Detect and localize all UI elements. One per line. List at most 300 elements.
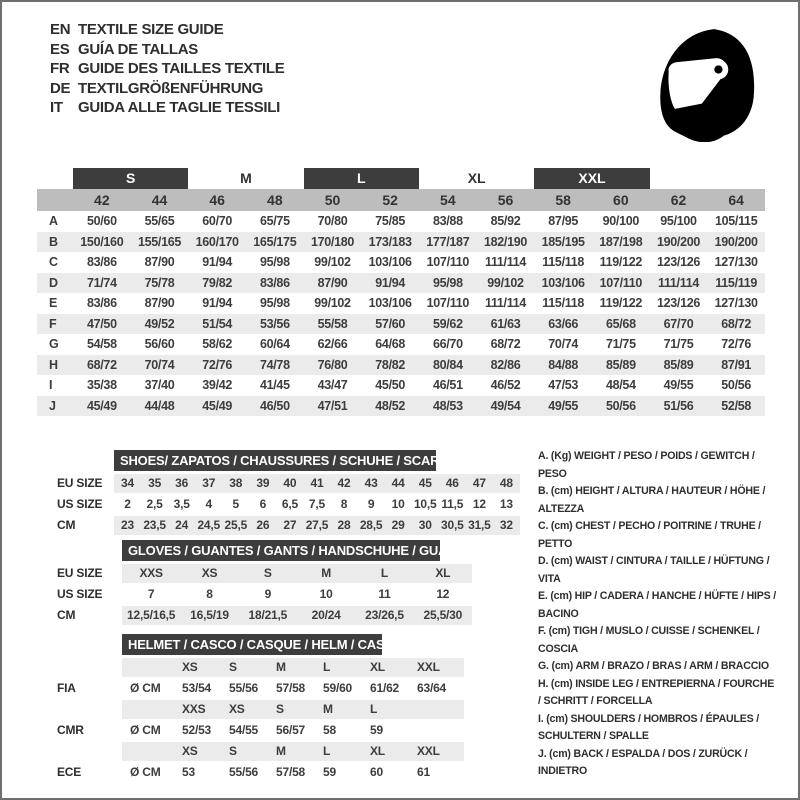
measurement-cell: 91/94 (375, 275, 406, 290)
language-row (50, 20, 284, 40)
language-code: FR (50, 60, 70, 78)
value-cell: S (229, 660, 237, 674)
measurement-cell: 55/58 (317, 316, 348, 331)
size-band-S: S (73, 168, 188, 189)
gloves-table-row (57, 584, 472, 604)
row-values (122, 564, 472, 583)
measurement-cell: 65/68 (605, 316, 636, 331)
measurement-cell: 103/106 (541, 275, 585, 290)
measurement-cell: 177/187 (426, 234, 470, 249)
size-table-row (37, 396, 765, 417)
measurement-cell: 95/98 (259, 255, 290, 270)
row-values (114, 495, 520, 514)
value-cell: 3,5 (173, 497, 190, 511)
measurement-cell: 51/56 (663, 398, 694, 413)
measurement-cell: 99/102 (314, 255, 351, 270)
guide-title: GUIDE DES TAILLES TEXTILE (78, 60, 285, 78)
language-code: IT (50, 99, 63, 117)
measurement-cell: 45/50 (375, 378, 406, 393)
row-values (122, 742, 464, 761)
value-cell: 11,5 (441, 497, 464, 511)
measurement-cell: 67/70 (663, 316, 694, 331)
helmet-table-title: HELMET / CASCO / CASQUE / HELM / CASCO (122, 634, 382, 655)
value-cell: 47 (472, 476, 486, 490)
size-column-header: 52 (382, 192, 398, 208)
value-cell: XL (435, 566, 451, 580)
measurement-cell: 75/78 (144, 275, 175, 290)
measurement-cell: 49/55 (548, 398, 579, 413)
standard-label: ECE (57, 765, 82, 779)
value-cell: XXS (182, 702, 206, 716)
language-code: DE (50, 79, 71, 97)
value-cell: M (276, 660, 286, 674)
row-header-label: CM (57, 608, 76, 622)
helmet-table-row (57, 741, 464, 761)
value-cell: 24 (175, 518, 189, 532)
measurement-cell: 59/62 (432, 316, 463, 331)
measurement-cell: 187/198 (599, 234, 643, 249)
value-cell: 23,5 (143, 518, 166, 532)
value-cell: XXS (139, 566, 163, 580)
value-cell: 28 (337, 518, 351, 532)
measurement-cell: 71/74 (86, 275, 117, 290)
size-table-row (37, 293, 765, 314)
value-cell: 53 (182, 765, 195, 779)
row-label: F (49, 316, 57, 331)
measurement-cell: 49/55 (663, 378, 694, 393)
measurement-cell: 50/56 (721, 378, 752, 393)
measurement-cell: 190/200 (714, 234, 758, 249)
measurement-cell: 48/52 (375, 398, 406, 413)
value-cell: 32 (499, 518, 513, 532)
guide-title: TEXTILE SIZE GUIDE (78, 21, 224, 39)
value-cell: 10 (319, 587, 333, 601)
gloves-table-row (57, 605, 472, 625)
size-table-row (37, 232, 765, 253)
row-header-label: US SIZE (57, 497, 103, 511)
value-cell: 20/24 (311, 608, 341, 622)
measurement-cell: 60/70 (202, 214, 233, 229)
measurement-cell: 150/160 (80, 234, 124, 249)
measurement-cell: 72/76 (202, 357, 233, 372)
gloves-header-row (57, 539, 472, 561)
value-cell: 60 (370, 765, 383, 779)
measurement-cell: 58/62 (202, 337, 233, 352)
measurement-cell: 87/90 (144, 296, 175, 311)
measurement-cell: 95/98 (259, 296, 290, 311)
measurement-cell: 165/175 (253, 234, 297, 249)
value-cell: 4 (205, 497, 212, 511)
measurement-cell: 48/54 (605, 378, 636, 393)
measurement-cell: 185/195 (541, 234, 585, 249)
value-cell: XS (229, 702, 245, 716)
measurement-cell: 75/85 (375, 214, 406, 229)
value-cell: 61 (417, 765, 430, 779)
measurement-cell: 53/56 (259, 316, 290, 331)
measurement-cell: 63/66 (548, 316, 579, 331)
value-cell: 59 (370, 723, 383, 737)
row-label: E (49, 296, 58, 311)
size-band-row (37, 168, 765, 189)
value-cell: 9 (367, 497, 375, 511)
value-cell: 28,5 (359, 518, 383, 532)
measurement-cell: 50/60 (86, 214, 117, 229)
measurement-cell: 119/122 (599, 255, 643, 270)
row-label: D (49, 275, 58, 290)
value-cell: 8 (340, 497, 348, 511)
legend-entry: B. (cm) HEIGHT / ALTURA / HAUTEUR / HÖHE / ALTEZZA (538, 485, 766, 515)
helmet-icon (654, 26, 758, 147)
measurement-cell: 107/110 (426, 255, 470, 270)
measurement-cell: 123/126 (656, 255, 701, 270)
measurement-cell: 64/68 (375, 337, 406, 352)
measurement-cell: 76/80 (317, 357, 348, 372)
measurement-cell: 55/65 (144, 214, 175, 229)
measurement-cell: 79/82 (202, 275, 233, 290)
measurement-cell: 66/70 (432, 337, 463, 352)
language-row (50, 40, 284, 60)
standard-label: FIA (57, 681, 76, 695)
measurement-cell: 84/88 (548, 357, 579, 372)
size-column-header: 56 (497, 192, 514, 208)
shoes-header-row (57, 449, 520, 471)
value-cell: 12,5/16,5 (127, 608, 176, 622)
helmet-table-row (57, 699, 464, 719)
row-header-label: US SIZE (57, 587, 103, 601)
value-cell: 63/64 (417, 681, 447, 695)
value-cell: 37 (202, 476, 216, 490)
size-column-header: 58 (555, 192, 571, 208)
value-cell: 2 (124, 497, 131, 511)
diameter-unit-cell: Ø CM (130, 765, 161, 779)
size-column-header: 48 (267, 192, 283, 208)
size-column-header: 64 (728, 192, 744, 208)
value-cell: 57/58 (276, 681, 306, 695)
helmet-table-row (57, 762, 464, 782)
value-cell: 27 (283, 518, 297, 532)
legend-entry: D. (cm) WAIST / CINTURA / TAILLE / HÜFTUNG / VITA (538, 555, 770, 585)
value-cell: 25,5/30 (423, 608, 463, 622)
value-cell: 40 (283, 476, 297, 490)
helmet-table-body (57, 657, 464, 782)
size-band-spacer (37, 168, 73, 189)
language-code: EN (50, 21, 71, 39)
value-cell: L (323, 660, 331, 674)
standard-label: CMR (57, 723, 84, 737)
value-cell: 8 (206, 587, 213, 601)
value-cell: 6 (259, 497, 267, 511)
size-number-row (37, 189, 765, 211)
gloves-table-title: GLOVES / GUANTES / GANTS / HANDSCHUHE / GUANTI (122, 540, 440, 561)
value-cell: 36 (175, 476, 189, 490)
row-values (114, 516, 520, 535)
language-row (50, 59, 284, 79)
diameter-unit-cell: Ø CM (130, 723, 161, 737)
row-label: H (49, 357, 58, 372)
legend-entry: C. (cm) CHEST / PECHO / POITRINE / TRUHE / PETTO (538, 520, 761, 550)
size-column-header: 62 (670, 192, 687, 208)
measurement-cell: 50/56 (605, 398, 636, 413)
measurement-cell: 85/92 (490, 214, 521, 229)
row-values (114, 474, 520, 493)
row-label: B (49, 234, 58, 249)
value-cell: 25,5 (224, 518, 248, 532)
row-label: J (49, 398, 56, 413)
measurement-cell: 41/45 (259, 378, 290, 393)
gloves-table-row (57, 563, 472, 583)
row-values (122, 658, 464, 677)
size-column-header: 46 (209, 192, 225, 208)
value-cell: 13 (499, 497, 513, 511)
measurement-cell: 123/126 (656, 296, 701, 311)
measurement-cell: 127/130 (714, 255, 758, 270)
value-cell: L (380, 566, 389, 580)
value-cell: 57/58 (276, 765, 306, 779)
value-cell: 30,5 (441, 518, 464, 532)
language-list (50, 20, 284, 118)
diameter-unit-cell: Ø CM (130, 681, 161, 695)
measurement-cell: 83/86 (86, 255, 117, 270)
size-column-header: 44 (151, 192, 168, 208)
value-cell: 7 (147, 587, 155, 601)
measurement-cell: 107/110 (426, 296, 470, 311)
size-column-header: 42 (94, 192, 110, 208)
size-column-header: 60 (613, 192, 629, 208)
value-cell: S (276, 702, 284, 716)
value-cell: 45 (418, 476, 432, 490)
row-values (122, 606, 472, 625)
value-cell: 55/56 (229, 765, 259, 779)
size-table-row (37, 273, 765, 294)
measurement-cell: 46/52 (490, 378, 521, 393)
measurement-cell: 78/82 (375, 357, 406, 372)
value-cell: 42 (337, 476, 351, 490)
shoes-table-body (57, 473, 520, 535)
size-column-header: 54 (440, 192, 456, 208)
value-cell: M (323, 702, 333, 716)
row-values (122, 763, 464, 782)
guide-title: GUIDA ALLE TAGLIE TESSILI (78, 99, 280, 117)
size-table-row (37, 314, 765, 335)
helmet-table-row (57, 720, 464, 740)
measurement-cell: 52/58 (721, 398, 752, 413)
value-cell: 48 (499, 476, 513, 490)
value-cell: 6,5 (281, 497, 298, 511)
legend-entry: J. (cm) BACK / ESPALDA / DOS / ZURÜCK / INDIETRO (538, 747, 748, 777)
measurement-cell: 103/106 (368, 255, 412, 270)
value-cell: 52/53 (182, 723, 212, 737)
shoes-table (57, 449, 520, 536)
helmet-table-row (57, 678, 464, 698)
legend-entry: I. (cm) SHOULDERS / HOMBROS / ÉPAULES / SCHULTERN / SPALLE (538, 712, 759, 742)
measurement-cell: 35/38 (86, 378, 117, 393)
value-cell: 7,5 (308, 497, 326, 511)
measurement-cell: 115/119 (715, 275, 758, 290)
size-table-row (37, 355, 765, 376)
language-code: ES (50, 40, 70, 58)
value-cell: 24,5 (197, 518, 220, 532)
value-cell: 31,5 (468, 518, 491, 532)
measurement-cell: 95/98 (432, 275, 463, 290)
measurement-cell: 70/74 (548, 337, 579, 352)
row-header-label: EU SIZE (57, 476, 103, 490)
value-cell: 35 (148, 476, 162, 490)
value-cell: 44 (391, 476, 405, 490)
gloves-table-body (57, 563, 472, 625)
measurement-cell: 45/49 (202, 398, 233, 413)
measurement-cell: 46/51 (432, 378, 463, 393)
shoes-table-row (57, 515, 520, 535)
measurement-cell: 85/89 (663, 357, 694, 372)
value-cell: 12 (436, 587, 450, 601)
measurement-cell: 70/80 (317, 214, 348, 229)
value-cell: 10 (391, 497, 405, 511)
value-cell: 61/62 (370, 681, 400, 695)
measurement-cell: 71/75 (605, 337, 636, 352)
language-row (50, 98, 284, 118)
measurement-cell: 105/115 (714, 214, 758, 229)
measurement-cell: 83/86 (259, 275, 290, 290)
measurement-cell: 70/74 (144, 357, 175, 372)
measurement-cell: 68/72 (86, 357, 117, 372)
measurement-cell: 155/165 (137, 234, 182, 249)
shoes-table-row (57, 473, 520, 493)
measurement-cell: 57/60 (375, 316, 406, 331)
value-cell: 10,5 (413, 497, 437, 511)
row-label: G (49, 337, 59, 352)
measurement-cell: 91/94 (202, 255, 233, 270)
size-table-row (37, 252, 765, 273)
measurement-cell: 68/72 (490, 337, 521, 352)
value-cell: 59 (323, 765, 336, 779)
shoes-table-row (57, 494, 520, 514)
measurement-cell: 43/47 (317, 378, 348, 393)
measurement-cell: 72/76 (721, 337, 752, 352)
measurement-cell: 82/86 (490, 357, 521, 372)
value-cell: M (321, 566, 332, 580)
measurement-cell: 111/114 (657, 275, 699, 290)
helmet-size-table (57, 633, 464, 783)
gloves-table (57, 539, 472, 626)
value-cell: L (323, 744, 331, 758)
measurement-cell: 61/63 (490, 316, 521, 331)
value-cell: L (370, 702, 378, 716)
measurement-cell: 83/88 (432, 214, 463, 229)
helmet-header-row (57, 633, 464, 655)
measurement-cell: 60/64 (259, 337, 290, 352)
helmet-icon-svg (654, 26, 758, 142)
measurement-cell: 111/114 (484, 296, 526, 311)
value-cell: XXL (417, 660, 440, 674)
value-cell: 53/54 (182, 681, 212, 695)
measurement-cell: 160/170 (195, 234, 239, 249)
value-cell: 54/55 (229, 723, 259, 737)
measurement-cell: 115/118 (542, 255, 585, 270)
measurement-legend (538, 448, 778, 781)
size-band-L: L (304, 168, 419, 189)
value-cell: XL (370, 660, 385, 674)
value-cell: 5 (232, 497, 240, 511)
measurement-cell: 54/58 (86, 337, 117, 352)
row-header-label: EU SIZE (57, 566, 103, 580)
size-band-XXL: XXL (534, 168, 649, 189)
measurement-cell: 49/54 (490, 398, 521, 413)
value-cell: 12 (472, 497, 486, 511)
measurement-cell: 71/75 (663, 337, 694, 352)
value-cell: 27,5 (305, 518, 329, 532)
value-cell: 46 (445, 476, 459, 490)
measurement-cell: 74/78 (259, 357, 290, 372)
measurement-cell: 99/102 (487, 275, 524, 290)
language-row (50, 79, 284, 99)
measurement-cell: 170/180 (310, 234, 355, 249)
value-cell: 29 (391, 518, 405, 532)
value-cell: 55/56 (229, 681, 259, 695)
value-cell: XL (370, 744, 385, 758)
value-cell: 39 (256, 476, 270, 490)
value-cell: 30 (418, 518, 432, 532)
legend-entry: A. (Kg) WEIGHT / PESO / POIDS / GEWITCH / PESO (538, 450, 755, 480)
size-band-spacer (650, 168, 708, 189)
value-cell: 23 (121, 518, 134, 532)
row-label: I (49, 378, 53, 393)
value-cell: 23/26,5 (365, 608, 404, 622)
measurement-cell: 90/100 (602, 214, 640, 229)
measurement-cell: 83/86 (86, 296, 117, 311)
value-cell: 26 (256, 518, 270, 532)
value-cell: 11 (378, 587, 391, 601)
row-values (122, 679, 464, 698)
measurement-cell: 107/110 (599, 275, 643, 290)
measurement-cell: 47/51 (317, 398, 348, 413)
row-values (122, 585, 472, 604)
value-cell: 43 (364, 476, 378, 490)
size-column-header: 50 (324, 192, 341, 208)
value-cell: XS (182, 660, 198, 674)
legend-entry: E. (cm) HIP / CADERA / HANCHE / HÜFTE / HIPS / BACINO (538, 590, 777, 620)
value-cell: XS (182, 744, 198, 758)
value-cell: XXL (417, 744, 440, 758)
value-cell: 41 (310, 476, 324, 490)
legend-entry: G. (cm) ARM / BRAZO / BRAS / ARM / BRACCIO (538, 660, 769, 672)
measurement-cell: 49/52 (144, 316, 175, 331)
row-header-label: CM (57, 518, 76, 532)
value-cell: 18/21,5 (248, 608, 288, 622)
measurement-cell: 87/90 (144, 255, 175, 270)
value-cell: 2,5 (146, 497, 163, 511)
value-cell: 9 (264, 587, 272, 601)
row-values (122, 700, 464, 719)
measurement-cell: 51/54 (202, 316, 233, 331)
measurement-cell: 62/66 (317, 337, 348, 352)
measurement-cell: 103/106 (368, 296, 412, 311)
helmet-table-row (57, 657, 464, 677)
measurement-cell: 65/75 (259, 214, 290, 229)
value-cell: 34 (121, 476, 134, 490)
value-cell: M (276, 744, 286, 758)
measurement-cell: 37/40 (144, 378, 175, 393)
legend-entry: F. (cm) TIGH / MUSLO / CUISSE / SCHENKEL / COSCIA (538, 625, 760, 655)
measurement-cell: 115/118 (542, 296, 585, 311)
value-cell: 38 (229, 476, 243, 490)
size-table-row (37, 334, 765, 355)
shoes-table-title: SHOES/ ZAPATOS / CHAUSSURES / SCHUHE / SCARPE (114, 450, 436, 471)
row-values (122, 721, 464, 740)
measurement-cell: 39/42 (202, 378, 233, 393)
measurement-cell: 95/100 (660, 214, 697, 229)
size-table-row (37, 211, 765, 232)
measurement-cell: 68/72 (721, 316, 752, 331)
